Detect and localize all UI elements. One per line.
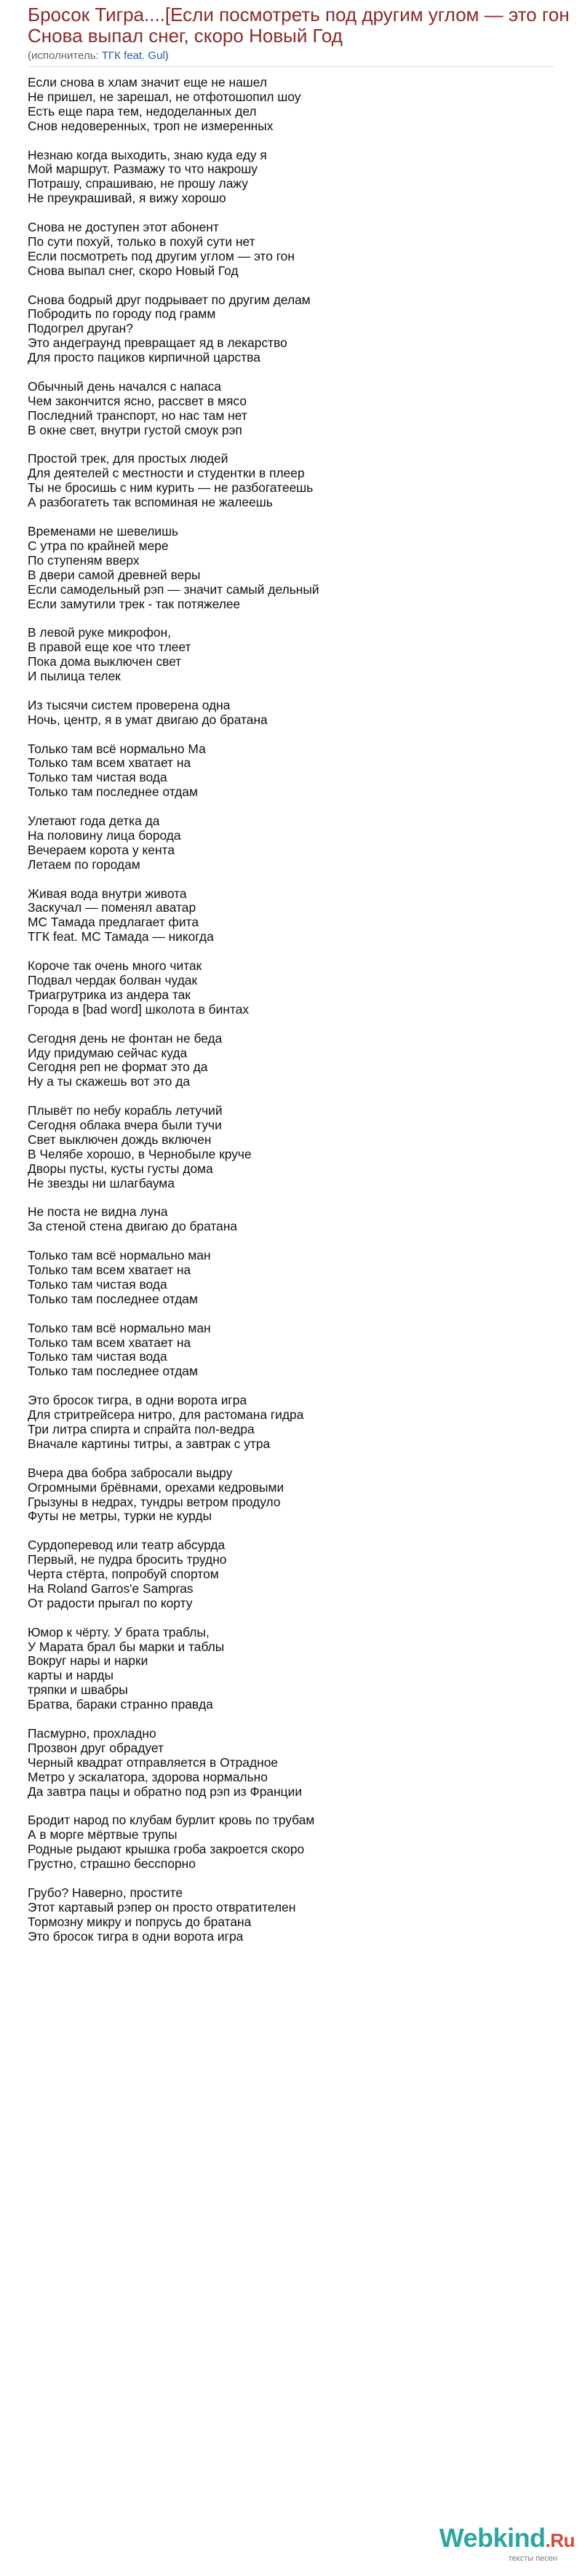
lyrics-line: Не преукрашивай, я вижу хорошо [28, 191, 226, 206]
lyrics-stanza [28, 1466, 582, 1524]
lyrics-body [28, 76, 582, 1944]
lyrics-line: Снова не доступен этот абонент [28, 220, 219, 235]
lyrics-line: Три литра спирта и спрайта пол-ведра [28, 1422, 255, 1436]
lyrics-line: В двери самой древней веры [28, 567, 201, 582]
lyrics-stanza [28, 1321, 582, 1380]
lyrics-line: Для деятелей с местности и студентки в плеер [28, 466, 305, 481]
lyrics-stanza [28, 699, 582, 728]
lyrics-line: Вначале картины титры, а завтрак с утра [28, 1436, 271, 1451]
lyrics-line: В Челябе хорошо, в Чернобыле круче [28, 1146, 252, 1161]
lyrics-line: Юмор к чёрту. У брата траблы, [28, 1624, 210, 1639]
lyrics-line: Живая вода внутри живота [28, 886, 187, 901]
lyrics-stanza [28, 1205, 582, 1234]
lyrics-line: Бродит народ по клубам бурлит кровь по трубам [28, 1813, 315, 1828]
lyrics-line: Подогрел друган? [28, 321, 133, 336]
lyrics-stanza [28, 1813, 582, 1872]
lyrics-line: Этот картавый рэпер он просто отвратителен [28, 1899, 296, 1915]
lyrics-line: Сурдоперевод или театр абсурда [28, 1538, 226, 1553]
lyrics-line: Да завтра пацы и обратно под рэп из Франции [28, 1784, 303, 1799]
lyrics-line: Дворы пусты, кусты густы дома [28, 1161, 213, 1176]
lyrics-line: Только там всё нормально ман [28, 1248, 211, 1263]
lyrics-line: За стеной стена двигаю до братана [28, 1219, 238, 1234]
lyrics-line: Сегодня реп не формат это да [28, 1060, 208, 1075]
lyrics-stanza [28, 1249, 582, 1307]
lyrics-line: Свет выключен дождь включен [28, 1132, 212, 1147]
lyrics-line: Есть еще пара тем, недоделанных дел [28, 103, 257, 119]
lyrics-line: Пасмурно, прохладно [28, 1725, 156, 1741]
lyrics-line: Триагрутрика из андера так [28, 987, 191, 1002]
lyrics-line: Грустно, страшно бесспорно [28, 1856, 196, 1872]
lyrics-line: Улетают года детка да [28, 814, 160, 829]
lyrics-line: Чем закончится ясно, рассвет в мясо [28, 393, 247, 408]
lyrics-line: Это бросок тигра в одни ворота игра [28, 1928, 244, 1944]
lyrics-line: У Марата брал бы марки и таблы [28, 1639, 225, 1654]
lyrics-line: Черный квадрат отправляется в Отрадное [28, 1754, 279, 1770]
performers-close: ) [164, 49, 169, 62]
lyrics-line: Только там всё нормально Ма [28, 741, 206, 756]
lyrics-line: Если замутили трек - так потяжелее [28, 596, 241, 611]
lyrics-line: А разбогатеть так вспоминая не жалеешь [28, 495, 273, 510]
lyrics-line: Последний транспорт, но нас там нет [28, 408, 247, 423]
lyrics-line: Футы не метры, турки не курды [28, 1508, 212, 1524]
site-logo-text [439, 2525, 575, 2553]
lyrics-stanza [28, 1538, 582, 1611]
lyrics-stanza [28, 887, 582, 945]
lyrics-line: Побродить по городу под грамм [28, 306, 216, 322]
lyrics-line: В правой еще кое что тлеет [28, 640, 191, 655]
lyrics-line: Вчера два бобра забросали выдру [28, 1465, 233, 1480]
lyrics-line: Обычный день начался с напаса [28, 378, 221, 394]
lyrics-line: Из тысячи систем проверена одна [28, 697, 231, 712]
lyrics-line: Только там последнее отдам [28, 784, 198, 800]
lyrics-line: Грызуны в недрах, тундры ветром продуло [28, 1494, 281, 1509]
song-title: Бросок Тигра....[Если посмотреть под другим углом — это гон Снова выпал снег, скоро Новый Год [28, 4, 570, 47]
lyrics-line: тряпки и швабры [28, 1682, 128, 1698]
lyrics-line: С утра по крайней мере [28, 538, 169, 553]
lyrics-line: Сегодня день не фонтан не беда [28, 1030, 223, 1046]
lyrics-line: Только там всем хватает на [28, 1263, 191, 1278]
lyrics-line: карты и нарды [28, 1668, 113, 1683]
lyrics-line: Огромными брёвнами, орехами кедровыми [28, 1479, 284, 1495]
lyrics-line: Только там всем хватает на [28, 1335, 191, 1350]
lyrics-line: Это андеграунд превращает яд в лекарство [28, 335, 287, 351]
lyrics-line: Вокруг нары и нарки [28, 1653, 148, 1669]
lyrics-line: Только там последнее отдам [28, 1291, 198, 1306]
lyrics-stanza [28, 76, 582, 134]
lyrics-line: В окне свет, внутри густой смоук рэп [28, 422, 242, 437]
lyrics-line: Только там чистая вода [28, 1276, 167, 1292]
lyrics-line: Вечераем корота у кента [28, 842, 175, 857]
lyrics-line: МС Тамада предлагает фита [28, 915, 199, 930]
lyrics-line: Мой маршрут. Размажу то что накрошу [28, 162, 258, 177]
lyrics-line: В левой руке микрофон, [28, 625, 172, 640]
divider [28, 66, 554, 67]
lyrics-line: Снова выпал снег, скоро Новый Год [28, 263, 239, 278]
lyrics-stanza [28, 220, 582, 279]
lyrics-stanza [28, 959, 582, 1017]
lyrics-line: По сути похуй, только в похуй сути нет [28, 234, 255, 249]
lyrics-line: Черта стёрта, попробуй спортом [28, 1567, 219, 1582]
lyrics-line: А в морге мёртвые трупы [28, 1827, 178, 1842]
lyrics-line: На Roland Garros'e Sampras [28, 1581, 194, 1596]
lyrics-line: Если посмотреть под другим углом — это гон [28, 248, 295, 263]
lyrics-stanza [28, 1394, 582, 1452]
lyrics-stanza [28, 525, 582, 611]
lyrics-line: Только там чистая вода [28, 770, 167, 785]
lyrics-line: Братва, бараки странно правда [28, 1697, 213, 1712]
lyrics-line: Временами не шевелишь [28, 524, 179, 538]
lyrics-stanza [28, 380, 582, 438]
lyrics-line: Снов недоверенных, троп не измеренных [28, 118, 274, 133]
lyrics-line: Тормозну микру и попрусь до братана [28, 1914, 252, 1929]
lyrics-line: От радости прыгал по корту [28, 1595, 193, 1610]
lyrics-line: Ты не бросишь с ним курить — не разбогатеешь [28, 480, 314, 496]
lyrics-line: Заскучал — поменял аватар [28, 900, 196, 915]
lyrics-line: Летаем по городам [28, 856, 140, 872]
site-logo-subtitle: тексты песен [508, 2554, 557, 2563]
lyrics-line: Для стритрейсера нитро, для растомана гидра [28, 1407, 304, 1423]
lyrics-line: Иду придумаю сейчас куда [28, 1045, 188, 1060]
lyrics-line: И пылица телек [28, 669, 121, 684]
lyrics-line: Простой трек, для простых людей [28, 451, 228, 466]
lyrics-line: Только там чистая вода [28, 1349, 167, 1364]
lyrics-line: Незнаю когда выходить, знаю куда еду я [28, 147, 267, 162]
lyrics-line: Только там всё нормально ман [28, 1320, 211, 1335]
lyrics-line: Снова бодрый друг подрывает по другим делам [28, 292, 311, 307]
lyrics-line: Ну а ты скажешь вот это да [28, 1074, 191, 1089]
lyrics-line: Сегодня облака вчера были тучи [28, 1118, 222, 1133]
lyrics-stanza [28, 1727, 582, 1800]
lyrics-stanza [28, 814, 582, 872]
lyrics-line: Родные рыдают крышка гроба закроется скоро [28, 1842, 305, 1857]
lyrics-line: Не пришел, не зарешал, не отфотошопил шоу [28, 89, 301, 104]
lyrics-stanza [28, 626, 582, 684]
lyrics-line: Для просто пациков кирпичной царства [28, 350, 260, 365]
lyrics-stanza [28, 148, 582, 207]
lyrics-stanza [28, 742, 582, 800]
lyrics-line: Потрашу, спрашиваю, не прошу лажу [28, 176, 248, 191]
lyrics-stanza [28, 1104, 582, 1190]
lyrics-stanza [28, 1886, 582, 1944]
lyrics-line: Ночь, центр, я в умат двигаю до братана [28, 712, 268, 727]
site-logo[interactable] [439, 2525, 575, 2563]
lyrics-line: Прозвон друг обрадует [28, 1740, 164, 1755]
lyrics-line: Короче так очень много читак [28, 958, 202, 974]
lyrics-line: Не поста не видна луна [28, 1204, 168, 1220]
lyrics-line: Только там всем хватает на [28, 755, 191, 771]
lyrics-line: Если снова в хлам значит еще не нашел [28, 75, 267, 90]
artist-link[interactable]: ТГК feat. Gul [101, 49, 165, 62]
site-logo-tld: .Ru [545, 2529, 575, 2551]
lyrics-line: Первый, не пудра бросить трудно [28, 1552, 227, 1567]
lyrics-stanza [28, 1032, 582, 1090]
site-logo-main: Webkind [439, 2523, 546, 2553]
lyrics-stanza [28, 1626, 582, 1712]
performers-label: (исполнитель: [28, 49, 99, 62]
lyrics-line: Грубо? Наверно, простите [28, 1885, 183, 1900]
lyrics-stanza [28, 452, 582, 510]
lyrics-line: Плывёт по небу корабль летучий [28, 1103, 223, 1118]
lyrics-line: Пока дома выключен свет [28, 654, 182, 669]
lyrics-line: Города в [bad word] школота в бинтах [28, 1001, 250, 1017]
lyrics-line: Это бросок тигра, в одни ворота игра [28, 1393, 247, 1408]
lyrics-line: Метро у эскалатора, здорова нормально [28, 1769, 268, 1784]
lyrics-line: Не звезды ни шлагбаума [28, 1175, 175, 1190]
lyrics-line: На половину лица борода [28, 827, 181, 843]
performers-line [28, 49, 582, 62]
lyrics-line: По ступеням вверх [28, 552, 140, 568]
lyrics-line: ТГК feat. МС Тамада — никогда [28, 929, 214, 945]
lyrics-line: Подвал чердак болван чудак [28, 973, 198, 987]
lyrics-stanza [28, 293, 582, 366]
lyrics-line: Если самодельный рэп — значит самый дельный [28, 581, 319, 597]
lyrics-line: Только там последнее отдам [28, 1364, 198, 1379]
